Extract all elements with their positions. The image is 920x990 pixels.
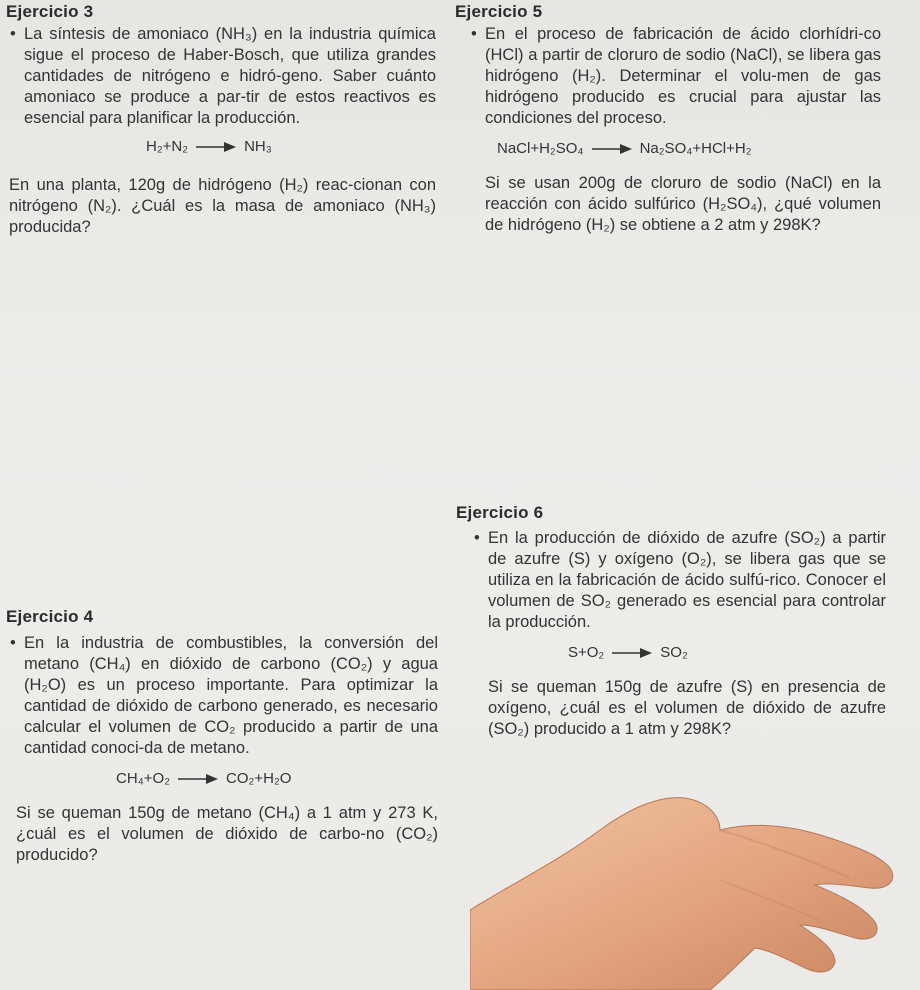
exercise-3-intro: • La síntesis de amoniaco (NH₃) en la industria química sigue el proceso de Haber-Bosch, que utiliza grandes cantidades de nitrógeno e hidró-geno. Saber cuánto amoniaco se produce a par-tir de estos reactivos es esencial para planificar la producción. (24, 24, 436, 129)
exercise-5-equation (497, 139, 881, 159)
exercise-3-products: NH₃ (244, 138, 272, 155)
reaction-arrow-icon (610, 646, 654, 660)
exercise-6-equation (568, 643, 886, 663)
hand-photo-overlay (470, 790, 920, 990)
reaction-arrow-icon (176, 772, 220, 786)
exercise-3-title: Ejercicio 3 (6, 2, 94, 21)
exercise-4 (6, 607, 438, 866)
exercise-4-question: Si se queman 150g de metano (CH₄) a 1 atm y 273 K, ¿cuál es el volumen de dióxido de carbo-no (CO₂) producido? (16, 804, 438, 864)
exercise-5 (455, 2, 881, 236)
exercise-4-products: CO₂+H₂O (226, 770, 292, 787)
exercise-5-products: Na₂SO₄+HCl+H₂ (639, 140, 752, 157)
exercise-3-reactants: H₂+N₂ (146, 138, 189, 155)
reaction-arrow-icon (590, 142, 634, 156)
exercise-6-reactants: S+O₂ (568, 644, 605, 661)
exercise-3-question: En una planta, 120g de hidrógeno (H₂) reac-cionan con nitrógeno (N₂). ¿Cuál es la masa de amoniaco (NH₃) producida? (9, 176, 436, 236)
exercise-5-title: Ejercicio 5 (455, 2, 543, 21)
exercise-3-equation (146, 137, 436, 157)
exercise-6-title: Ejercicio 6 (456, 503, 544, 522)
exercise-4-title: Ejercicio 4 (6, 607, 94, 626)
reaction-arrow-icon (194, 140, 238, 154)
exercise-3 (6, 2, 436, 238)
exercise-4-equation (116, 769, 438, 789)
exercise-6-question: Si se queman 150g de azufre (S) en presencia de oxígeno, ¿cuál es el volumen de dióxido de azufre (SO₂) producido a 1 atm y 298K? (488, 678, 886, 738)
exercise-5-reactants: NaCl+H₂SO₄ (497, 140, 584, 157)
exercise-6-products: SO₂ (660, 644, 688, 661)
exercise-4-intro: • En la industria de combustibles, la conversión del metano (CH₄) en dióxido de carbono (CO₂) y agua (H₂O) es un proceso importante. Para optimizar la cantidad de dióxido de carbono generado, es necesario calcular el volumen de CO₂ producido a partir de una cantidad conoci-da de metano. (24, 633, 438, 759)
exercise-5-intro: • En el proceso de fabricación de ácido clorhídri-co (HCl) a partir de cloruro de sodio (NaCl), se libera gas hidrógeno (H₂). Determinar el volu-men de gas hidrógeno producido es crucial para ajustar las condiciones del proceso. (485, 24, 881, 129)
exercise-5-question: Si se usan 200g de cloruro de sodio (NaCl) en la reacción con ácido sulfúrico (H₂SO₄), ¿qué volumen de hidrógeno (H₂) se obtiene a 2 atm y 298K? (485, 174, 881, 234)
exercise-6-intro: • En la producción de dióxido de azufre (SO₂) a partir de azufre (S) y oxígeno (O₂), se libera gas que se utiliza en la fabricación de ácido sulfú-rico. Conocer el volumen de SO₂ generado es esencial para controlar la producción. (488, 528, 886, 633)
exercise-6 (456, 503, 886, 740)
exercise-4-reactants: CH₄+O₂ (116, 770, 171, 787)
